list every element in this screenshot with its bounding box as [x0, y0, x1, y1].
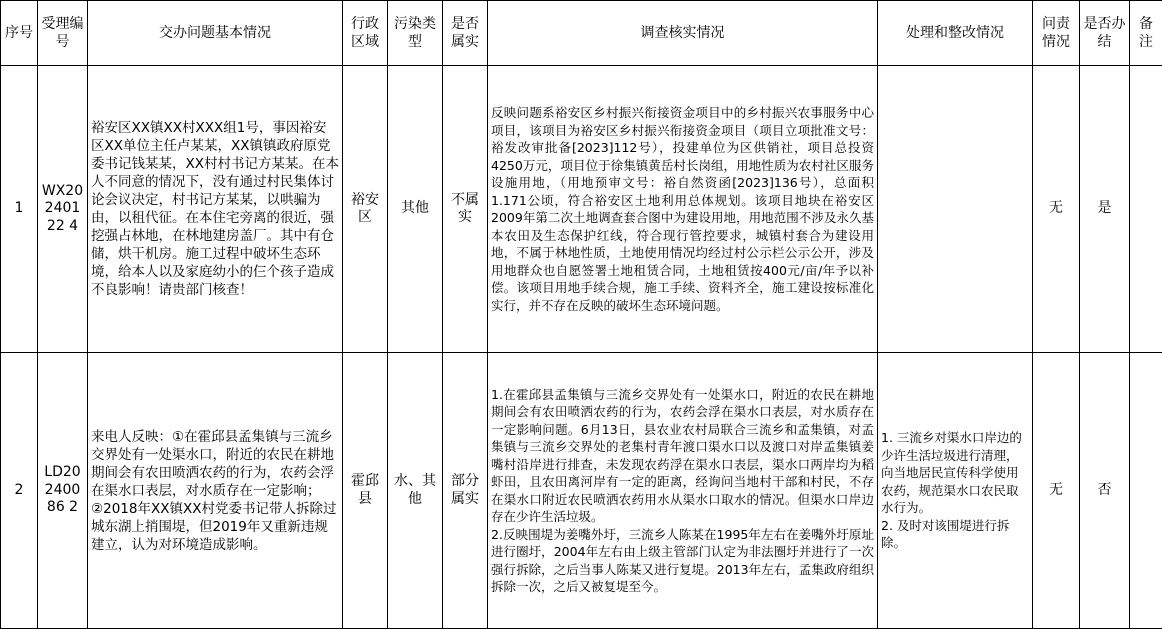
cell-investigation — [488, 353, 878, 629]
cell-accept-no: WX20240122 4 — [38, 66, 88, 353]
cell-is-true: 不属实 — [443, 66, 488, 353]
header-seq: 序号 — [1, 1, 38, 66]
cell-is-true: 部分属实 — [443, 353, 488, 629]
cell-pollution: 其他 — [388, 66, 443, 353]
cell-accountability: 无 — [1033, 353, 1080, 629]
header-basic: 交办问题基本情况 — [88, 1, 343, 66]
header-accountability: 问责情况 — [1033, 1, 1080, 66]
cell-district: 裕安区 — [343, 66, 388, 353]
cell-remark — [1130, 353, 1162, 629]
cell-accountability: 无 — [1033, 66, 1080, 353]
cell-concluded: 否 — [1080, 353, 1130, 629]
header-investigation: 调查核实情况 — [488, 1, 878, 66]
table-row — [1, 66, 1162, 353]
header-row — [1, 1, 1162, 66]
table-row — [1, 353, 1162, 629]
cell-basic: 来电人反映：①在霍邱县孟集镇与三流乡交界处有一处渠水口，附近的农民在耕地期间会有农田喷洒农药的行为，农药会浮在渠水口表层，对水质存在一定影响；②2018年XX镇XX村党委书记带人拆除过城东湖上捎围堤，但2019年又重新违规建立，认为对环境造成影响。 — [88, 353, 343, 629]
header-is-true: 是否属实 — [443, 1, 488, 66]
cell-handling — [878, 353, 1033, 629]
header-remark: 备注 — [1130, 1, 1162, 66]
header-handling: 处理和整改情况 — [878, 1, 1033, 66]
cell-district: 霍邱县 — [343, 353, 388, 629]
cell-seq: 1 — [1, 66, 38, 353]
investigation-paragraph-1: 1.在霍邱县孟集镇与三流乡交界处有一处渠水口，附近的农民在耕地期间会有农田喷洒农药的行为，农药会浮在渠水口表层，对水质存在一定影响问题。6月13日，县农业农村局联合三流乡和孟集镇，对孟集镇与三流乡交界处的老集村青年渡口渠水口以及渡口对岸孟集镇姜嘴村沿岸进行排查，未发现农药浮在渠水口表层，渠水口两岸均为稻虾田，且农田离河岸有一定的距离，经询问当地村干部和村民，不存在渠水口附近农民喷洒农药用水从渠水口取水的情况。但渠水口岸边存在少许生活垃圾。 — [491, 386, 874, 524]
handling-paragraph-1: 1. 三流乡对渠水口岸边的少许生活垃圾进行清理，向当地居民宣传科学使用农药，规范渠水口农民取水行为。 — [881, 430, 1022, 516]
cell-handling — [878, 66, 1033, 353]
header-pollution: 污染类型 — [388, 1, 443, 66]
cell-accept-no: LD20240086 2 — [38, 353, 88, 629]
header-district: 行政区域 — [343, 1, 388, 66]
cell-concluded: 是 — [1080, 66, 1130, 353]
header-accept-no: 受理编号 — [38, 1, 88, 66]
cell-investigation: 反映问题系裕安区乡村振兴衔接资金项目中的乡村振兴农事服务中心项目，该项目为裕安区乡村振兴衔接资金项目（项目立项批准文号：裕发改审批备[2023]112号），投建单位为区供销社，项目总投资4250万元，项目位于徐集镇黄岳村长岗组，用地性质为农村社区服务设施用地，（用地预审文号：裕自然资函[2023]136号），总面积1.171公顷，符合裕安区土地利用总体规划。该项目地块在裕安区2009年第二次土地调查套合图中为建设用地，用地范围不涉及永久基本农田及生态保护红线，符合现行管控要求，城镇村套合为建设用地，不属于林地性质，土地使用情况均经过村公示栏公示公开，涉及用地群众也自愿签署土地租赁合同，土地租赁按400元/亩/年予以补偿。该项目用地手续合规，施工手续、资料齐全，施工建设按标准化实行，并不存在反映的破坏生态环境问题。 — [488, 66, 878, 353]
cell-remark — [1130, 66, 1162, 353]
cell-pollution: 水、其他 — [388, 353, 443, 629]
cell-seq: 2 — [1, 353, 38, 629]
cell-basic: 裕安区XX镇XX村XXX组1号，事因裕安区XX单位主任卢某某，XX镇镇政府原党委书记钱某某，XX村村书记方某某。在本人不同意的情况下，没有通过村民集体讨论会议决定，村书记方某某，以哄骗为由，以租代征。在本住宅旁离的很近，强挖强占林地，在林地建房盖厂。其中有仓储，烘干机房。施工过程中破坏生态环境，给本人以及家庭幼小的仨个孩子造成不良影响！请贵部门核查！ — [88, 66, 343, 353]
investigation-paragraph-2: 2.反映围堤为姜嘴外圩，三流乡人陈某在1995年左右在姜嘴外圩原址进行圈圩，2004年左右由上级主管部门认定为非法圈圩并进行了一次强行拆除，之后当事人陈某又进行复堤。2013年左右，孟集政府组织拆除一次，之后又被复堤至今。 — [491, 526, 874, 594]
handling-paragraph-2: 2. 及时对该围堤进行拆除。 — [881, 517, 1010, 551]
header-concluded: 是否办结 — [1080, 1, 1130, 66]
